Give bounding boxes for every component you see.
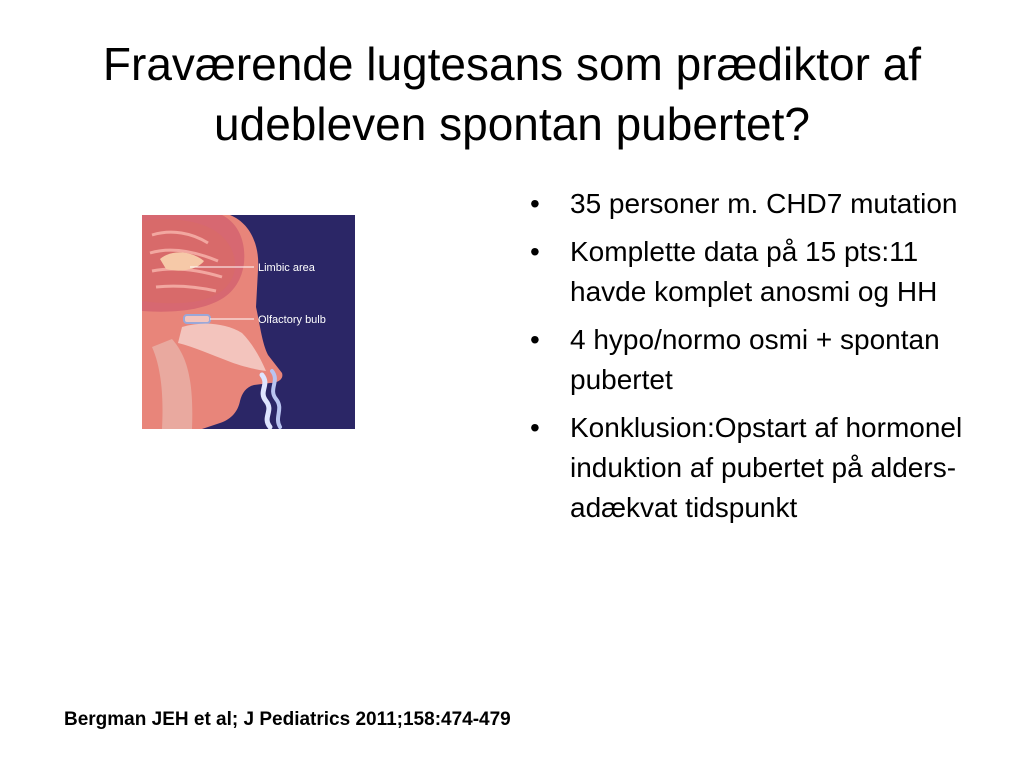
olfactory-bulb [184,315,210,323]
citation-reference: Bergman JEH et al; J Pediatrics 2011;158:474-479 [64,709,511,730]
slide-title: Fraværende lugtesans som prædiktor af udebleven spontan pubertet? [102,38,922,150]
bullet-text: 35 personer m. CHD7 mutation [570,188,958,219]
bullet-text: 4 hypo/normo osmi + spontan pubertet [570,324,940,395]
bullet-list [530,184,970,536]
anatomy-svg [142,215,355,429]
bullet-text: Komplette data på 15 pts:11 havde komplet anosmi og HH [570,236,938,307]
bullet-item [530,408,970,528]
bullet-item [530,184,970,224]
limbic-area-label: Limbic area [258,262,315,274]
bullet-item [530,320,970,400]
olfactory-bulb-label: Olfactory bulb [258,314,326,326]
bullet-dot-icon: • [530,188,540,219]
olfactory-anatomy-illustration [142,215,355,429]
bullet-dot-icon: • [530,412,540,443]
bullet-text: Konklusion:Opstart af hormonel induktion af pubertet på alders-adækvat tidspunkt [570,412,963,523]
bullet-dot-icon: • [530,236,540,267]
bullet-item [530,232,970,312]
bullet-dot-icon: • [530,324,540,355]
